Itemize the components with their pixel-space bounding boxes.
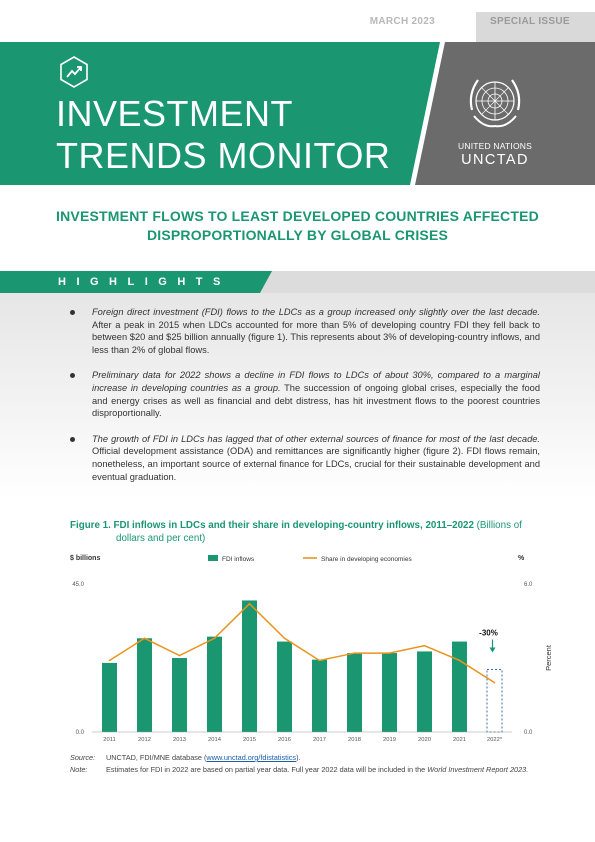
right-axis-side-label: Percent (544, 645, 553, 671)
share-point (284, 637, 286, 639)
legend-label-share: Share in developing economies (321, 556, 412, 563)
x-tick-label: 2022* (486, 737, 503, 743)
source-label: Source: (70, 753, 96, 762)
share-point (424, 645, 426, 647)
headline (40, 207, 555, 245)
x-tick-label: 2020 (418, 737, 431, 743)
bar (207, 637, 222, 732)
bar (452, 642, 467, 732)
highlight-lead: Foreign direct investment (FDI) flows to the LDCs as a group increased only slightly over the last decade. (92, 307, 540, 317)
trend-arrow-icon (58, 56, 90, 88)
x-tick-label: 2017 (313, 737, 326, 743)
legend-label-fdi: FDI inflows (222, 556, 255, 563)
x-tick-label: 2018 (348, 737, 361, 743)
share-point (249, 603, 251, 605)
x-tick-label: 2014 (208, 737, 221, 743)
highlight-lead: The growth of FDI in LDCs has lagged that of other external sources of finance for most of the last decade. (92, 433, 540, 444)
annotation-label: -30% (479, 628, 498, 638)
banner-title-line1: INVESTMENT (56, 93, 294, 134)
highlight-item (70, 306, 540, 356)
bar (312, 660, 327, 732)
share-point (459, 660, 461, 662)
bar (417, 651, 432, 732)
highlight-item (70, 433, 540, 483)
right-axis-label: % (518, 555, 525, 562)
highlights-list (70, 306, 540, 496)
share-line (110, 604, 495, 683)
highlights-heading: HIGHLIGHTS (58, 276, 231, 288)
x-tick-label: 2016 (278, 737, 291, 743)
x-tick-label: 2019 (383, 737, 396, 743)
left-axis-label: $ billions (70, 555, 101, 562)
note-text: Estimates for FDI in 2022 are based on partial year data. Full year 2022 data will be included in the (106, 765, 428, 774)
fdi-chart (60, 548, 560, 748)
figure-title-main: Figure 1. FDI inflows in LDCs and their share in developing-country inflows, 2011–2022 (70, 520, 474, 531)
left-tick-bottom: 0.0 (75, 730, 84, 736)
source-line (70, 752, 528, 764)
bullet-icon (70, 310, 75, 315)
share-point (319, 660, 321, 662)
note-line (70, 764, 528, 776)
highlight-text: The succession of ongoing global crises, especially the food and energy crises as well as financial and debt distress, has hit investment flows to the poorest countries disproportionally. (92, 382, 540, 419)
special-issue-tab: SPECIAL ISSUE (476, 12, 595, 42)
bullet-icon (70, 373, 75, 378)
note-italic: World Investment Report 2023. (427, 765, 529, 774)
highlight-text: After a peak in 2015 when LDCs accounted for more than 5% of developing country FDI they fell back to between $20 and $25 billion annually (figure 1). This represents about 3% of developing-country inflows, and less than 2% of global flows. (92, 319, 540, 355)
un-emblem-icon (462, 70, 528, 136)
issue-date: MARCH 2023 (369, 16, 435, 27)
x-tick-label: 2021 (453, 737, 466, 743)
bar (382, 653, 397, 732)
bar (277, 642, 292, 732)
highlight-item (70, 369, 540, 419)
x-tick-label: 2013 (173, 737, 186, 743)
annotation-arrowhead (490, 648, 496, 653)
bar (102, 663, 117, 732)
figure-subtitle-b: dollars and per cent) (116, 533, 206, 544)
note-label: Note: (70, 765, 88, 774)
unctad-label: UNCTAD (461, 152, 529, 168)
share-point (179, 655, 181, 657)
share-point (354, 652, 356, 654)
share-point (389, 652, 391, 654)
x-tick-label: 2012 (138, 737, 151, 743)
bullet-icon (70, 437, 75, 442)
figure-title (70, 519, 540, 545)
right-tick-top: 6.0 (524, 582, 533, 588)
source-text: UNCTAD, FDI/MNE database ( (106, 753, 207, 762)
left-tick-top: 45.0 (72, 582, 84, 588)
figure-notes (70, 752, 528, 776)
x-tick-label: 2011 (103, 737, 116, 743)
highlight-lead: Preliminary data for 2022 shows a decline in FDI flows to LDCs of about 30%, compared to a marginal increase in developing countries as a group. (92, 370, 540, 393)
banner-title-line2: TRENDS MONITOR (56, 135, 391, 176)
x-tick-label: 2015 (243, 737, 256, 743)
source-link[interactable]: www.unctad.org/fdistatistics (206, 753, 297, 762)
right-tick-bottom: 0.0 (524, 730, 533, 736)
top-line (0, 0, 595, 42)
un-name-label: UNITED NATIONS (458, 141, 532, 151)
highlight-text: Official development assistance (ODA) and remittances are significantly higher (figure 2). FDI flows remain, nonetheless, an important source of external finance for LDCs, crucial for their sustainable development and eventual graduation. (92, 446, 540, 482)
figure-subtitle-a: (Billions of (473, 520, 522, 531)
bar (242, 600, 257, 732)
bar (172, 658, 187, 732)
share-point (214, 637, 216, 639)
bar (347, 653, 362, 732)
headline-line2: DISPROPORTIONALLY BY GLOBAL CRISES (146, 227, 449, 243)
legend-swatch-fdi (208, 555, 218, 561)
bar (137, 638, 152, 732)
headline-line1: INVESTMENT FLOWS TO LEAST DEVELOPED COUNTRIES AFFECTED (56, 208, 539, 224)
share-point (494, 682, 496, 684)
source-text-end: ). (296, 753, 301, 762)
share-point (109, 660, 111, 662)
share-point (144, 637, 146, 639)
